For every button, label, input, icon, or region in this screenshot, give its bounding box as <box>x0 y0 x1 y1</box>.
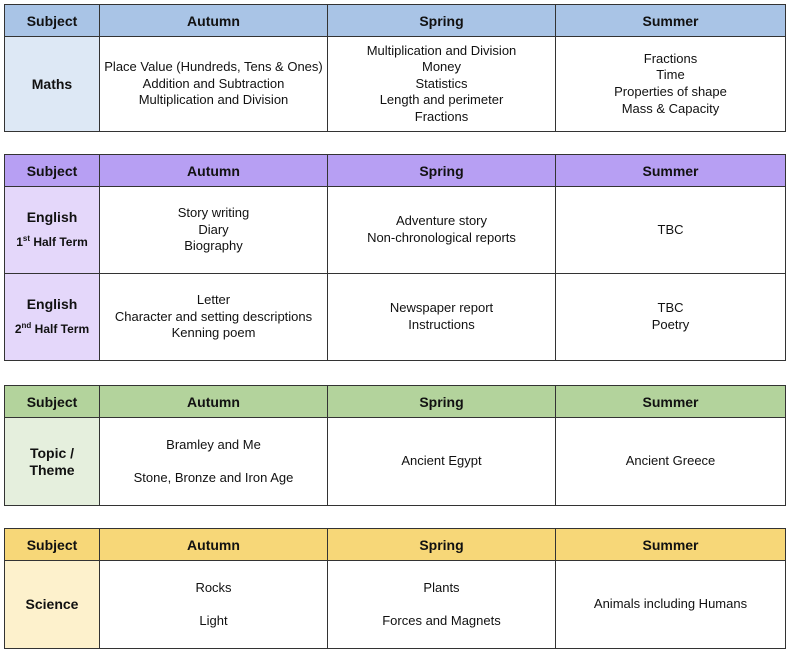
maths-spring-item: Fractions <box>414 108 469 124</box>
topic-spring-cell <box>328 418 556 506</box>
topic-subject-line1: Topic / <box>29 444 75 461</box>
english1-term-label <box>5 234 99 251</box>
header-subject: Subject <box>5 5 100 37</box>
header-summer: Summer <box>556 155 786 187</box>
english2-term-number: 2 <box>14 322 22 336</box>
maths-summer-item: Properties of shape <box>614 84 727 99</box>
science-subject-cell <box>5 561 100 649</box>
science-spring-spacer <box>328 597 555 613</box>
header-autumn: Autumn <box>100 529 328 561</box>
maths-spring-cell <box>328 37 556 132</box>
english1-autumn-item: Diary <box>198 221 229 237</box>
header-spring: Spring <box>328 155 556 187</box>
english1-spring-item: Adventure story <box>395 213 488 229</box>
header-summer: Summer <box>556 386 786 418</box>
topic-table <box>4 385 786 506</box>
english2-subject-cell <box>5 274 100 361</box>
header-summer: Summer <box>556 5 786 37</box>
science-subject-label: Science <box>25 596 79 613</box>
maths-row <box>5 37 786 132</box>
english1-autumn-cell <box>100 187 328 274</box>
topic-autumn-spacer <box>100 454 327 470</box>
english2-autumn-cell <box>100 274 328 361</box>
topic-summer-item: Ancient Greece <box>625 453 716 469</box>
topic-autumn-item: Stone, Bronze and Iron Age <box>133 469 294 485</box>
maths-header-row <box>5 5 786 37</box>
science-header-row <box>5 529 786 561</box>
english-first-half-row <box>5 187 786 274</box>
header-spring: Spring <box>328 529 556 561</box>
topic-spring-item: Ancient Egypt <box>401 453 482 469</box>
header-summer: Summer <box>556 529 786 561</box>
english1-autumn-item: Biography <box>184 238 243 254</box>
english1-term-suffix: st <box>22 234 30 243</box>
english2-summer-item: TBC <box>657 300 684 316</box>
maths-spring-item: Money <box>421 59 462 75</box>
science-spring-item: Forces and Magnets <box>382 612 501 628</box>
science-spring-cell <box>328 561 556 649</box>
maths-summer-item: Time <box>656 67 685 83</box>
header-spring: Spring <box>328 386 556 418</box>
english1-summer-item: TBC <box>657 221 684 237</box>
english1-term-number: 1 <box>16 235 23 249</box>
header-autumn: Autumn <box>100 5 328 37</box>
english2-term-label <box>5 321 99 338</box>
topic-row <box>5 418 786 506</box>
science-autumn-item: Rocks <box>195 579 232 595</box>
english-header-row <box>5 155 786 187</box>
english2-autumn-item: Character and setting descriptions <box>114 308 313 324</box>
english1-subject-label: English <box>26 209 78 226</box>
topic-summer-cell <box>556 418 786 506</box>
english2-autumn-item: Kenning poem <box>171 325 256 341</box>
maths-spring-item: Length and perimeter <box>379 92 504 108</box>
english-second-half-row <box>5 274 786 361</box>
maths-subject-label: Maths <box>31 75 73 92</box>
topic-autumn-cell <box>100 418 328 506</box>
maths-summer-item: Mass & Capacity <box>621 100 720 116</box>
science-spring-item: Plants <box>423 579 460 595</box>
header-subject: Subject <box>5 386 100 418</box>
topic-autumn-item: Bramley and Me <box>166 436 261 452</box>
topic-subject-line2: Theme <box>29 461 75 478</box>
english2-spring-item: Newspaper report <box>389 300 494 316</box>
maths-autumn-item: Place Value (Hundreds, Tens & Ones) <box>104 59 323 75</box>
maths-autumn-item: Multiplication and Division <box>138 92 289 108</box>
header-subject: Subject <box>5 529 100 561</box>
topic-subject-cell <box>5 418 100 506</box>
english2-term-suffix: nd <box>21 321 32 330</box>
english1-spring-cell <box>328 187 556 274</box>
english2-subject-label: English <box>26 296 78 313</box>
science-autumn-spacer <box>100 597 327 613</box>
science-summer-cell <box>556 561 786 649</box>
header-autumn: Autumn <box>100 155 328 187</box>
maths-spring-item: Statistics <box>415 75 468 91</box>
english2-term-text: Half Term <box>31 322 90 336</box>
english1-autumn-item: Story writing <box>177 205 250 221</box>
science-summer-item: Animals including Humans <box>593 596 748 612</box>
maths-spring-item: Multiplication and Division <box>366 42 517 58</box>
english2-spring-item: Instructions <box>408 317 475 332</box>
maths-subject-cell <box>5 37 100 132</box>
english-table <box>4 154 786 361</box>
maths-summer-item: Fractions <box>643 50 698 66</box>
science-table <box>4 528 786 649</box>
english2-summer-cell <box>556 274 786 361</box>
english1-subject-cell <box>5 187 100 274</box>
english2-spring-cell <box>328 274 556 361</box>
maths-autumn-cell <box>100 37 328 132</box>
header-spring: Spring <box>328 5 556 37</box>
science-row <box>5 561 786 649</box>
maths-summer-cell <box>556 37 786 132</box>
english2-autumn-item: Letter <box>196 292 231 308</box>
english1-spring-item: Non-chronological reports <box>367 230 516 245</box>
english1-summer-cell <box>556 187 786 274</box>
header-autumn: Autumn <box>100 386 328 418</box>
maths-table <box>4 4 786 132</box>
topic-header-row <box>5 386 786 418</box>
science-autumn-item: Light <box>199 612 228 628</box>
english2-summer-item: Poetry <box>651 317 690 332</box>
header-subject: Subject <box>5 155 100 187</box>
maths-autumn-item: Addition and Subtraction <box>142 75 285 91</box>
english1-term-text: Half Term <box>30 235 88 249</box>
science-autumn-cell <box>100 561 328 649</box>
